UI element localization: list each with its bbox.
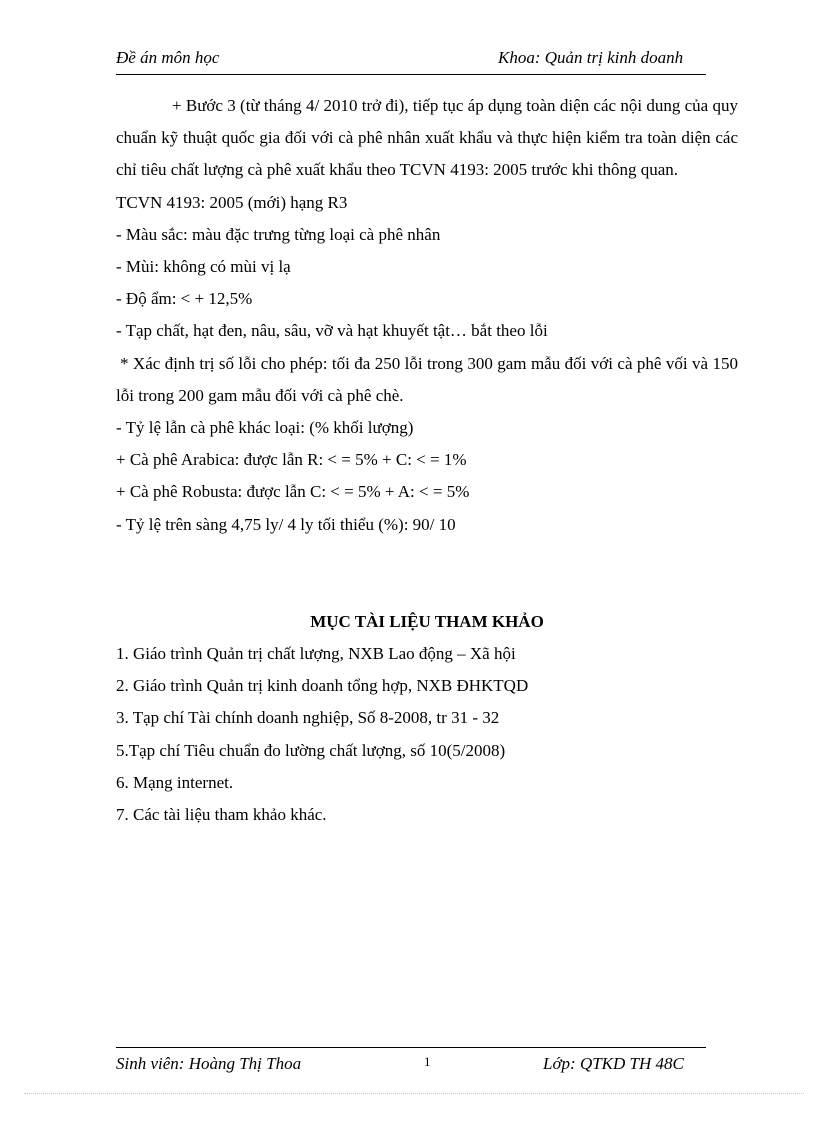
header-right: Khoa: Quản trị kinh doanh [498, 48, 684, 67]
footer-divider [116, 1047, 706, 1048]
footer-class: Lớp: QTKD TH 48C [543, 1054, 684, 1073]
footer-student: Sinh viên: Hoàng Thị Thoa [116, 1054, 302, 1073]
references-title: MỤC TÀI LIỆU THAM KHẢO [310, 612, 544, 631]
body-line: - Màu sắc: màu đặc trưng từng loại cà phê nhân [116, 224, 441, 244]
body-line: - Tạp chất, hạt đen, nâu, sâu, vỡ và hạt khuyết tật… bắt theo lỗi [116, 321, 548, 341]
reference-item: 7. Các tài liệu tham khảo khác. [116, 805, 327, 825]
body-line: - Tỷ lệ lẫn cà phê khác loại: (% khối lượng) [116, 418, 414, 438]
reference-item: 2. Giáo trình Quản trị kinh doanh tổng hợp, NXB ĐHKTQD [116, 676, 529, 696]
reference-item: 5.Tạp chí Tiêu chuẩn đo lường chất lượng, số 10(5/2008) [116, 740, 506, 760]
header-divider [116, 74, 706, 75]
reference-item: 1. Giáo trình Quản trị chất lượng, NXB Lao động – Xã hội [116, 644, 516, 663]
header-left: Đề án môn học [116, 48, 220, 67]
defect-note: * Xác định trị số lỗi cho phép: tối đa 250 lỗi trong 300 gam mẫu đối với cà phê vối và 150 lỗi trong 200 gam mẫu đối với cà phê chè. [116, 353, 738, 405]
page-boundary [24, 1093, 804, 1094]
reference-item: 3. Tạp chí Tài chính doanh nghiệp, Số 8-2008, tr 31 - 32 [116, 708, 500, 728]
body-line: + Cà phê Arabica: được lẫn R: < = 5% + C: < = 1% [116, 450, 467, 470]
body-line: - Tỷ lệ trên sàng 4,75 ly/ 4 ly tối thiểu (%): 90/ 10 [116, 514, 456, 534]
body-line: - Độ ẩm: < + 12,5% [116, 289, 253, 309]
step-paragraph: + Bước 3 (từ tháng 4/ 2010 trở đi), tiếp tục áp dụng toàn diện các nội dung của quy chuẩn kỹ thuật quốc gia đối với cà phê nhân xuất khẩu và thực hiện kiểm tra toàn diện các chỉ tiêu chất lượng cà phê xuất khẩu theo TCVN 4193: 2005 trước khi thông quan. [116, 96, 738, 180]
body-line: - Mùi: không có mùi vị lạ [116, 257, 291, 277]
page-number: 1 [424, 1054, 431, 1069]
body-line: + Cà phê Robusta: được lẫn C: < = 5% + A: < = 5% [116, 482, 470, 502]
references-list [116, 638, 738, 831]
document-body [116, 90, 738, 541]
body-line: TCVN 4193: 2005 (mới) hạng R3 [116, 192, 348, 212]
reference-item: 6. Mạng internet. [116, 772, 234, 792]
